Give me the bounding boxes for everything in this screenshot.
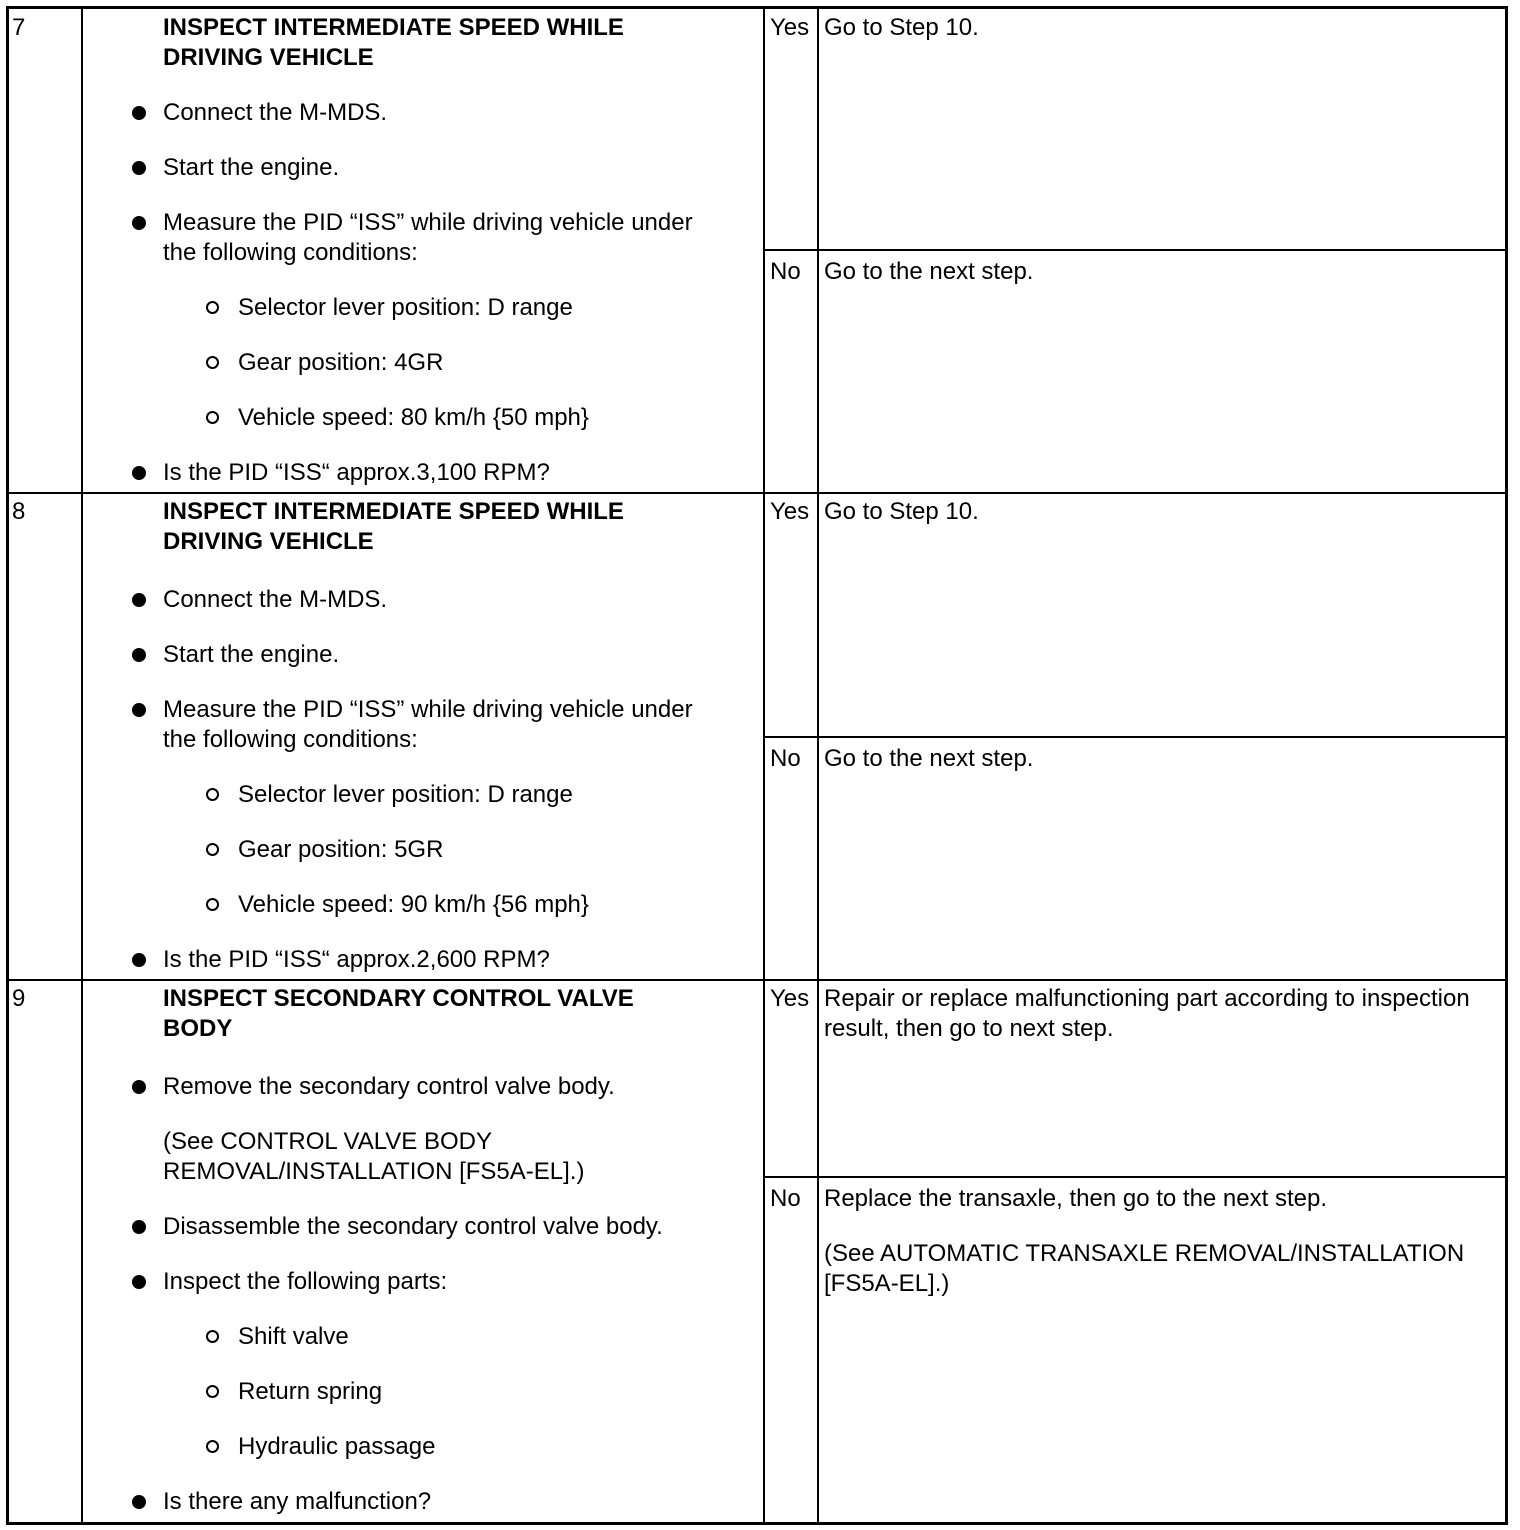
bullet-icon xyxy=(132,466,146,480)
procedure-item-text: Is the PID “ISS“ approx.3,100 RPM? xyxy=(163,459,550,486)
step-row-divider xyxy=(9,492,1505,494)
no-action-text: (See AUTOMATIC TRANSAXLE REMOVAL/INSTALLATION xyxy=(824,1240,1465,1267)
yes-no-divider xyxy=(764,736,1506,738)
sub-bullet-circle-icon xyxy=(206,356,219,369)
condition-item-text: Shift valve xyxy=(238,1323,349,1350)
bullet-icon xyxy=(132,1080,146,1094)
sub-bullet-circle-icon xyxy=(206,1440,219,1453)
yes-no-divider xyxy=(764,1176,1506,1178)
condition-item-text: Return spring xyxy=(238,1378,383,1405)
procedure-item-text: (See CONTROL VALVE BODY xyxy=(163,1128,492,1155)
step-title: INSPECT INTERMEDIATE SPEED WHILE xyxy=(163,498,624,525)
sub-bullet-circle-icon xyxy=(206,411,219,424)
yes-action-text: Go to Step 10. xyxy=(824,498,979,525)
no-label: No xyxy=(770,1185,801,1212)
answer-label-divider xyxy=(817,9,819,1522)
no-action-text: Replace the transaxle, then go to the next step. xyxy=(824,1185,1327,1212)
step-title: INSPECT INTERMEDIATE SPEED WHILE xyxy=(163,14,624,41)
condition-item-text: Selector lever position: D range xyxy=(238,294,573,321)
no-label: No xyxy=(770,258,801,285)
step-row-divider xyxy=(9,979,1505,981)
step-title: DRIVING VEHICLE xyxy=(163,44,374,71)
answer-divider xyxy=(763,9,765,1522)
procedure-item-text: Measure the PID “ISS” while driving vehicle under xyxy=(163,696,693,723)
condition-item-text: Gear position: 4GR xyxy=(238,349,444,376)
procedure-item-text: Start the engine. xyxy=(163,154,340,181)
yes-label: Yes xyxy=(770,985,810,1012)
bullet-icon xyxy=(132,1275,146,1289)
yes-action-text: result, then go to next step. xyxy=(824,1015,1114,1042)
troubleshooting-table xyxy=(6,6,1508,1525)
no-action-text: Go to the next step. xyxy=(824,745,1034,772)
sub-bullet-circle-icon xyxy=(206,843,219,856)
no-action-text: Go to the next step. xyxy=(824,258,1034,285)
sub-bullet-circle-icon xyxy=(206,1330,219,1343)
no-label: No xyxy=(770,745,801,772)
step-number: 9 xyxy=(12,985,26,1012)
condition-item-text: Vehicle speed: 90 km/h {56 mph} xyxy=(238,891,589,918)
procedure-item-text: Connect the M-MDS. xyxy=(163,99,388,126)
step-number: 7 xyxy=(12,14,26,41)
step-title: INSPECT SECONDARY CONTROL VALVE xyxy=(163,985,634,1012)
procedure-item-text: Is the PID “ISS“ approx.2,600 RPM? xyxy=(163,946,550,973)
bullet-icon xyxy=(132,593,146,607)
bullet-icon xyxy=(132,1220,146,1234)
procedure-item-text: Inspect the following parts: xyxy=(163,1268,448,1295)
condition-item-text: Vehicle speed: 80 km/h {50 mph} xyxy=(238,404,589,431)
yes-no-divider xyxy=(764,249,1506,251)
condition-item-text: Selector lever position: D range xyxy=(238,781,573,808)
bullet-icon xyxy=(132,1495,146,1509)
procedure-item-text: Connect the M-MDS. xyxy=(163,586,388,613)
yes-label: Yes xyxy=(770,14,810,41)
yes-action-text: Go to Step 10. xyxy=(824,14,979,41)
procedure-item-text: Is there any malfunction? xyxy=(163,1488,432,1515)
procedure-item-text: the following conditions: xyxy=(163,726,418,753)
bullet-icon xyxy=(132,216,146,230)
bullet-icon xyxy=(132,953,146,967)
bullet-icon xyxy=(132,648,146,662)
bullet-icon xyxy=(132,703,146,717)
step-number-divider xyxy=(81,9,83,1522)
no-action-text: [FS5A-EL].) xyxy=(824,1270,950,1297)
sub-bullet-circle-icon xyxy=(206,1385,219,1398)
step-title: BODY xyxy=(163,1015,233,1042)
condition-item-text: Hydraulic passage xyxy=(238,1433,436,1460)
step-number: 8 xyxy=(12,498,26,525)
procedure-item-text: Measure the PID “ISS” while driving vehicle under xyxy=(163,209,693,236)
sub-bullet-circle-icon xyxy=(206,788,219,801)
sub-bullet-circle-icon xyxy=(206,301,219,314)
sub-bullet-circle-icon xyxy=(206,898,219,911)
step-title: DRIVING VEHICLE xyxy=(163,528,374,555)
bullet-icon xyxy=(132,161,146,175)
yes-label: Yes xyxy=(770,498,810,525)
procedure-item-text: Start the engine. xyxy=(163,641,340,668)
bullet-icon xyxy=(132,106,146,120)
procedure-item-text: REMOVAL/INSTALLATION [FS5A-EL].) xyxy=(163,1158,585,1185)
yes-action-text: Repair or replace malfunctioning part according to inspection xyxy=(824,985,1470,1012)
procedure-item-text: Disassemble the secondary control valve body. xyxy=(163,1213,663,1240)
condition-item-text: Gear position: 5GR xyxy=(238,836,444,863)
procedure-item-text: the following conditions: xyxy=(163,239,418,266)
procedure-item-text: Remove the secondary control valve body. xyxy=(163,1073,615,1100)
